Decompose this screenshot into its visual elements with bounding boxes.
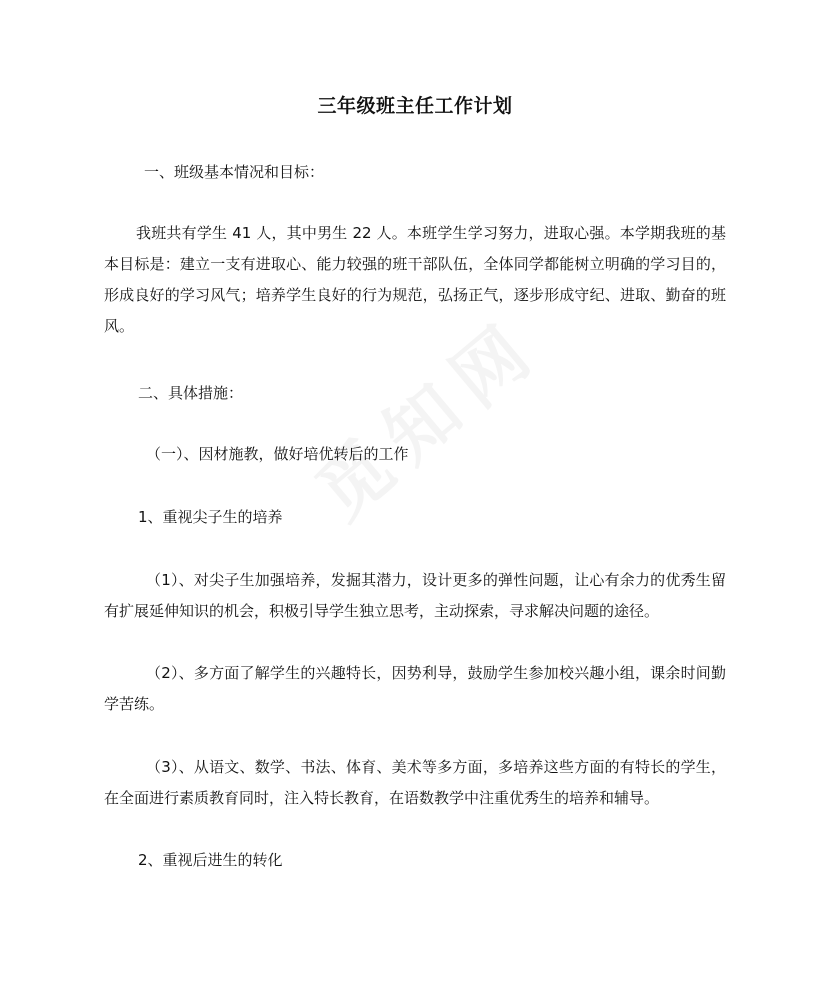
section-1-paragraph: 我班共有学生 41 人，其中男生 22 人。本班学生学习努力，进取心强。本学期我班的基本目标是：建立一支有进取心、能力较强的班干部队伍，全体同学都能树立明确的学习目的，形成良好的学习风气；培养学生良好的行为规范，弘扬正气，逐步形成守纪、进取、勤奋的班风。 [104, 224, 726, 335]
item-1-paragraph-1: （1）、对尖子生加强培养，发掘其潜力，设计更多的弹性问题，让心有余力的优秀生留有扩展延伸知识的机会，积极引导学生独立思考，主动探索，寻求解决问题的途径。 [104, 571, 726, 620]
item-heading-2: 2、重视后进生的转化 [138, 851, 283, 869]
page-title: 三年级班主任工作计划 [317, 95, 513, 117]
item-heading-1: 1、重视尖子生的培养 [138, 508, 283, 526]
section-heading-1: 一、班级基本情况和目标： [144, 163, 325, 181]
item-1-paragraph-2: （2）、多方面了解学生的兴趣特长，因势利导，鼓励学生参加校兴趣小组，课余时间勤学苦练。 [104, 664, 726, 713]
subsection-heading-1: （一）、因材施教，做好培优转后的工作 [146, 445, 409, 463]
section-heading-2: 二、具体措施： [138, 384, 244, 402]
item-1-paragraph-3: （3）、从语文、数学、书法、体育、美术等多方面，多培养这些方面的有特长的学生，在全面进行素质教育同时，注入特长教育，在语数教学中注重优秀生的培养和辅导。 [104, 758, 726, 807]
